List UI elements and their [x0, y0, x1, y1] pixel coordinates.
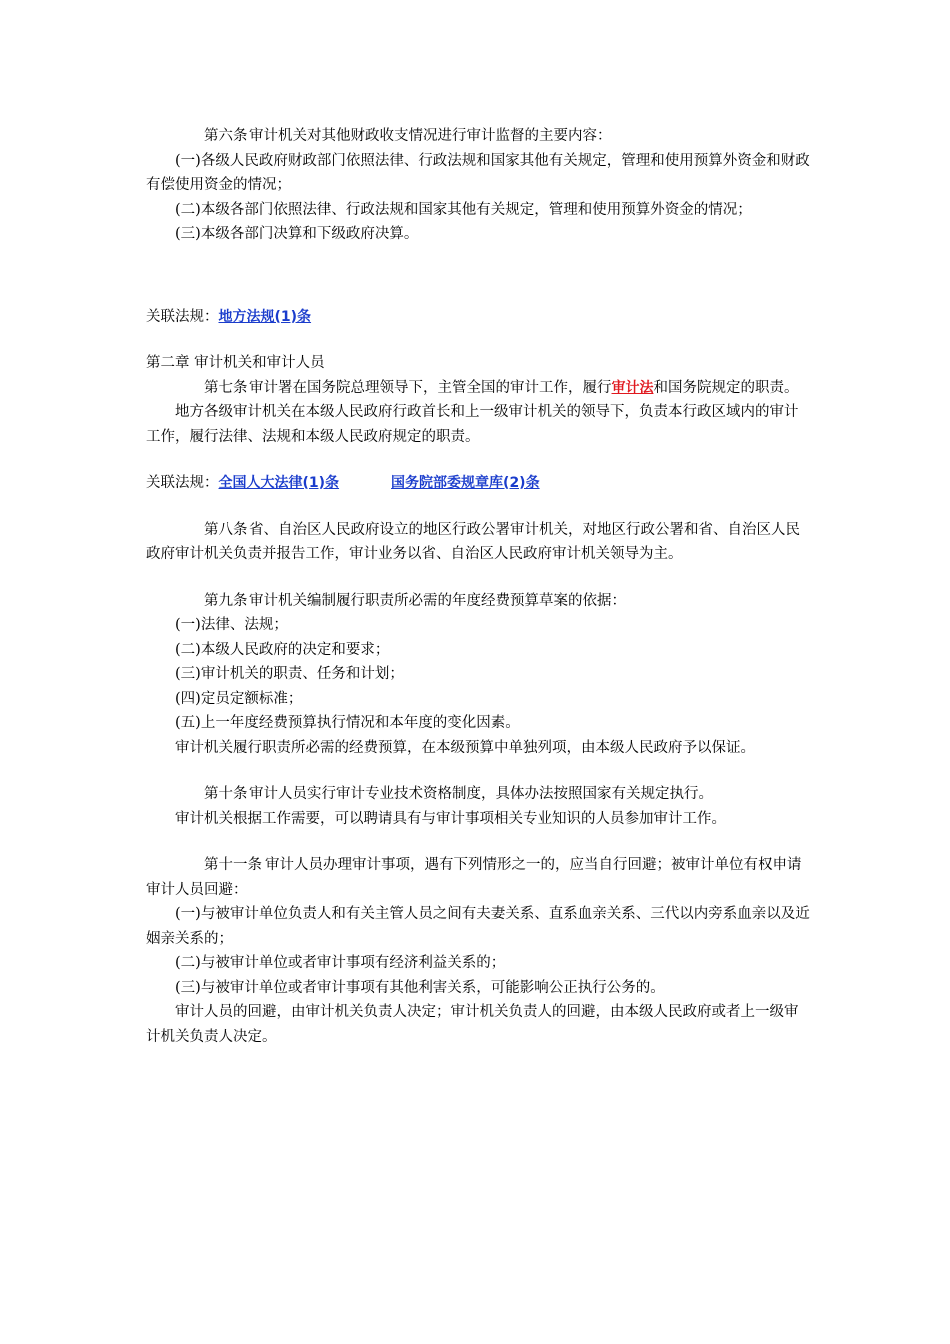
article-9-item-2: (二)本级人民政府的决定和要求；: [175, 641, 390, 658]
article-7-text-after: 和国务院规定的职责。: [653, 379, 799, 396]
article-6-intro: [146, 124, 810, 149]
article-9-label: 第九条: [204, 592, 248, 609]
article-6: [146, 124, 810, 247]
article-6-item-1: (一)各级人民政府财政部门依照法律、行政法规和国家其他有关规定，管理和使用预算外资金和财政有偿使用资金的情况；: [146, 152, 810, 193]
article-6-intro-text: 审计机关对其他财政收支情况进行审计监督的主要内容：: [249, 128, 612, 144]
related-regulations-2: [146, 471, 810, 496]
article-10-para-2: 审计机关根据工作需要，可以聘请具有与审计事项相关专业知识的人员参加审计工作。: [175, 810, 726, 827]
article-10-text: 审计人员实行审计专业技术资格制度，具体办法按照国家有关规定执行。: [249, 786, 713, 802]
article-10: [146, 782, 810, 831]
article-11-item-1: (一)与被审计单位负责人和有关主管人员之间有夫妻关系、直系血亲关系、三代以内旁系血亲以及近姻亲关系的；: [146, 906, 810, 947]
article-7-para-1: [146, 376, 810, 401]
chapter-2-title: 第二章 审计机关和审计人员: [146, 355, 325, 371]
article-9-para-2: 审计机关履行职责所必需的经费预算，在本级预算中单独列项，由本级人民政府予以保证。: [175, 739, 755, 756]
article-9-item-3: (三)审计机关的职责、任务和计划；: [175, 666, 404, 682]
article-8-para: [146, 518, 810, 567]
article-9-intro-text: 审计机关编制履行职责所必需的年度经费预算草案的依据：: [249, 592, 626, 609]
article-7-text-before: 审计署在国务院总理领导下，主管全国的审计工作，履行: [249, 379, 612, 396]
related-prefix: 关联法规：: [146, 308, 219, 325]
article-9: [146, 589, 810, 761]
article-7-label: 第七条: [204, 379, 248, 396]
article-9-item-4: (四)定员定额标准；: [175, 690, 303, 707]
related-prefix: 关联法规：: [146, 475, 219, 491]
article-10-label: 第十条: [204, 786, 248, 802]
article-9-item-5: (五)上一年度经费预算执行情况和本年度的变化因素。: [175, 715, 520, 731]
article-8-text: 省、自治区人民政府设立的地区行政公署审计机关，对地区行政公署和省、自治区人民政府审计机关负责并报告工作，审计业务以省、自治区人民政府审计机关领导为主。: [146, 521, 800, 562]
article-6-item-2: (二)本级各部门依照法律、行政法规和国家其他有关规定，管理和使用预算外资金的情况；: [175, 201, 752, 218]
article-6-label: 第六条: [204, 128, 248, 144]
related-link-local-regulations[interactable]: 地方法规(1)条: [218, 308, 312, 325]
article-7-para-2: 地方各级审计机关在本级人民政府行政首长和上一级审计机关的领导下，负责本行政区域内的审计工作，履行法律、法规和本级人民政府规定的职责。: [146, 404, 799, 445]
article-11-item-3: (三)与被审计单位或者审计事项有其他利害关系，可能影响公正执行公务的。: [175, 979, 665, 996]
article-10-para-1: [146, 782, 810, 807]
document-page: [146, 124, 810, 1049]
article-11-intro-text: 审计人员办理审计事项，遇有下列情形之一的，应当自行回避；被审计单位有权申请审计人员回避：: [146, 857, 802, 898]
audit-law-link[interactable]: 审计法: [611, 379, 654, 396]
related-link-state-council-rules[interactable]: 国务院部委规章库(2)条: [391, 475, 540, 491]
related-regulations-1: [146, 305, 810, 330]
article-11-item-2: (二)与被审计单位或者审计事项有经济利益关系的；: [175, 955, 506, 971]
article-11-para-2: 审计人员的回避，由审计机关负责人决定；审计机关负责人的回避，由本级人民政府或者上一级审计机关负责人决定。: [146, 1004, 799, 1045]
article-11: [146, 853, 810, 1049]
article-11-intro: [146, 853, 810, 902]
article-6-item-3: (三)本级各部门决算和下级政府决算。: [175, 226, 419, 242]
article-9-item-1: (一)法律、法规；: [175, 617, 288, 633]
article-7: [146, 376, 810, 450]
article-8: [146, 518, 810, 567]
related-link-npc-laws[interactable]: 全国人大法律(1)条: [218, 475, 340, 491]
article-11-label: 第十一条: [204, 857, 262, 873]
article-8-label: 第八条: [204, 521, 248, 538]
article-9-intro: [146, 589, 810, 614]
